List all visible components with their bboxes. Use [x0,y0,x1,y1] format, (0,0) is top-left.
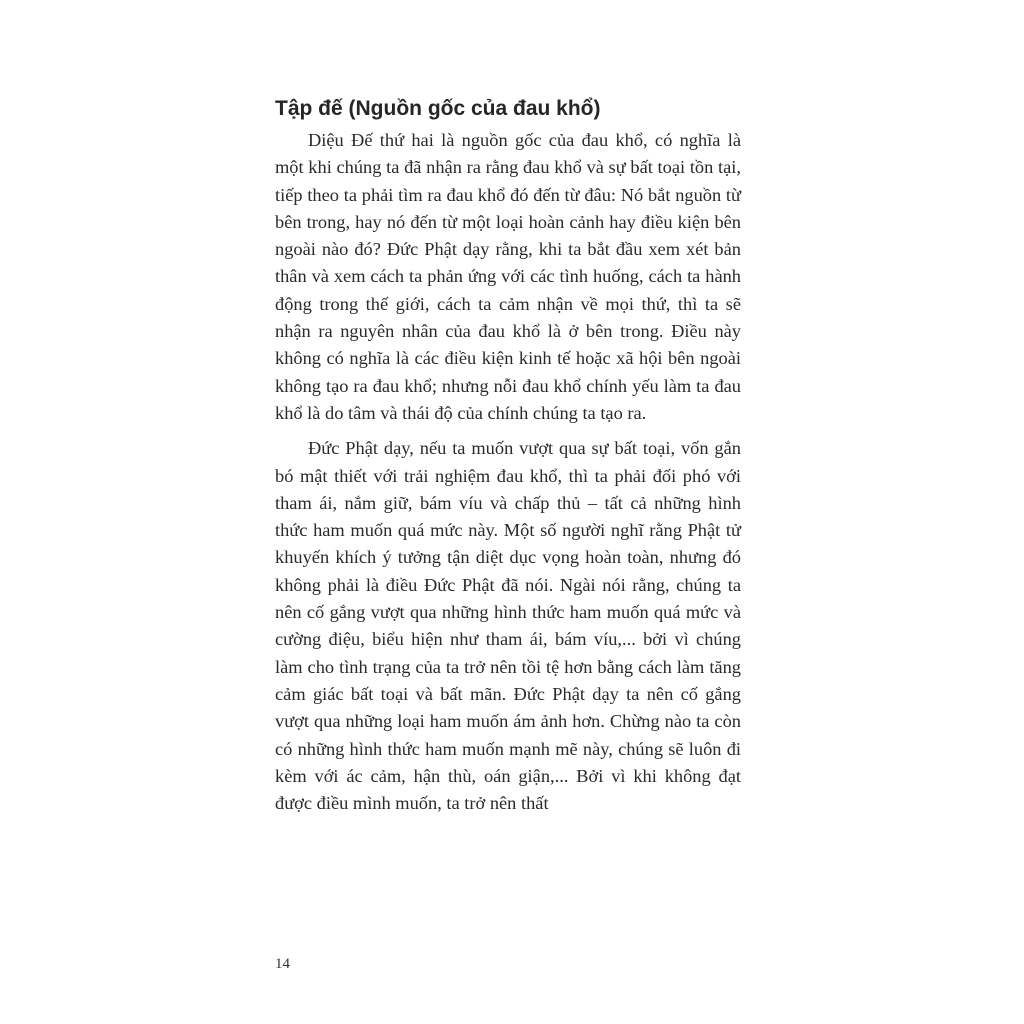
paragraph-1: Diệu Đế thứ hai là nguồn gốc của đau khổ, có nghĩa là một khi chúng ta đã nhận ra rằng đau khổ và sự bất toại tồn tại, tiếp theo ta phải tìm ra đau khổ đó đến từ đâu: Nó bắt nguồn từ bên trong, hay nó đến từ một loại hoàn cảnh hay điều kiện bên ngoài nào đó? Đức Phật dạy rằng, khi ta bắt đầu xem xét bản thân và xem cách ta phản ứng với các tình huống, cách ta hành động trong thế giới, cách ta cảm nhận về mọi thứ, thì ta sẽ nhận ra nguyên nhân của đau khổ là ở bên trong. Điều này không có nghĩa là các điều kiện kinh tế hoặc xã hội bên ngoài không tạo ra đau khổ; nhưng nỗi đau khổ chính yếu làm ta đau khổ là do tâm và thái độ của chính chúng ta tạo ra. [275,130,741,423]
page-number: 14 [275,956,290,972]
page-content [275,93,741,817]
section-heading: Tập đế (Nguồn gốc của đau khổ) [275,97,601,120]
paragraph-2: Đức Phật dạy, nếu ta muốn vượt qua sự bất toại, vốn gắn bó mật thiết với trải nghiệm đau khổ, thì ta phải đối phó với tham ái, nắm giữ, bám víu và chấp thủ – tất cả những hình thức ham muốn quá mức này. Một số người nghĩ rằng Phật tử khuyến khích ý tưởng tận diệt dục vọng hoàn toàn, nhưng đó không phải là điều Đức Phật đã nói. Ngài nói rằng, chúng ta nên cố gắng vượt qua những hình thức ham muốn quá mức và cường điệu, biểu hiện như tham ái, bám víu,... bởi vì chúng làm cho tình trạng của ta trở nên tồi tệ hơn bằng cách làm tăng cảm giác bất toại và bất mãn. Đức Phật dạy ta nên cố gắng vượt qua những loại ham muốn ám ảnh hơn. Chừng nào ta còn có những hình thức ham muốn mạnh mẽ này, chúng sẽ luôn đi kèm với ác cảm, hận thù, oán giận,... Bởi vì khi không đạt được điều mình muốn, ta trở nên thất [275,438,741,814]
